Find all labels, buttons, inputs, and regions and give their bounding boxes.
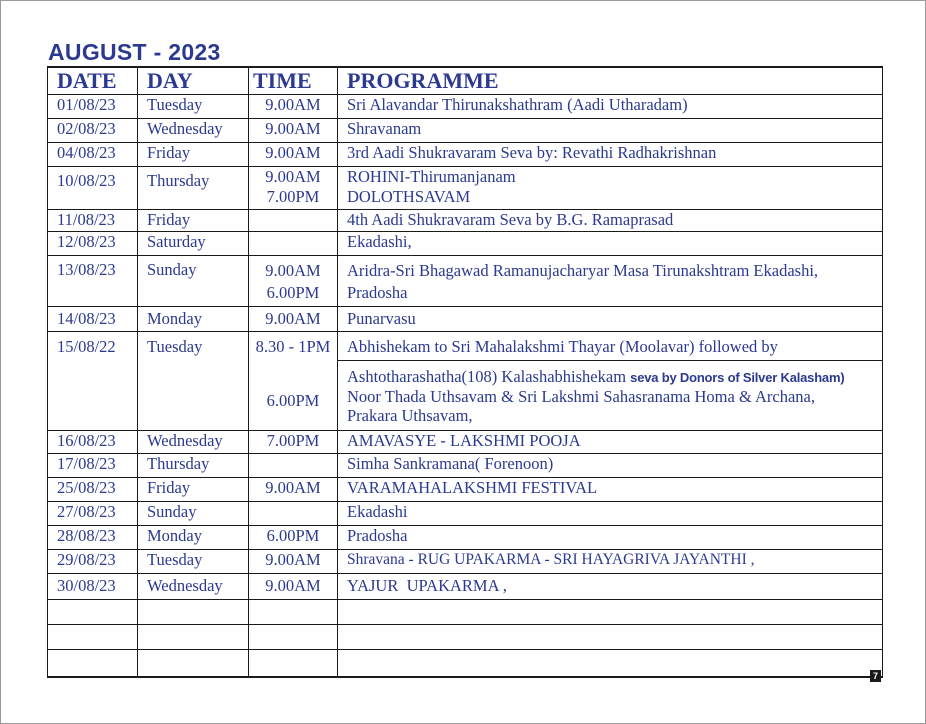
day-cell: Monday <box>138 307 249 332</box>
time-cell: 9.00AM <box>249 143 338 167</box>
date-cell: 25/08/23 <box>48 478 138 502</box>
date-cell: 29/08/23 <box>48 550 138 574</box>
date-cell: 11/08/23 <box>48 210 138 232</box>
schedule-table <box>47 66 883 678</box>
day-cell: Saturday <box>138 232 249 256</box>
programme-line: ROHINI-Thirumanjanam <box>347 167 516 186</box>
page-number: 7 <box>870 670 881 682</box>
table-row <box>48 307 883 332</box>
table-row <box>48 232 883 256</box>
programme-line: Aridra-Sri Bhagawad Ramanujacharyar Masa Tirunakshtram Ekadashi, <box>347 261 819 280</box>
table-row <box>48 600 883 625</box>
table-row <box>48 361 883 431</box>
table-row <box>48 119 883 143</box>
day-cell: Monday <box>138 526 249 550</box>
empty-cell <box>249 600 338 625</box>
programme-bold-text: seva by Donors of Silver Kalasham) <box>630 370 845 385</box>
table-row <box>48 332 883 361</box>
programme-cell: 4th Aadi Shukravaram Seva by B.G. Ramaprasad <box>338 210 883 232</box>
empty-cell <box>48 600 138 625</box>
programme-line: Noor Thada Uthsavam & Sri Lakshmi Sahasranama Homa & Archana, <box>347 387 815 406</box>
day-cell: Wednesday <box>138 574 249 600</box>
date-cell: 04/08/23 <box>48 143 138 167</box>
time-line: 9.00AM <box>265 261 321 280</box>
time-cell: 9.00AM <box>249 119 338 143</box>
date-cell: 15/08/22 <box>48 332 138 361</box>
empty-cell <box>138 625 249 650</box>
table-row <box>48 526 883 550</box>
time-cell: 6.00PM <box>249 526 338 550</box>
date-cell: 17/08/23 <box>48 454 138 478</box>
programme-cell: VARAMAHALAKSHMI FESTIVAL <box>338 478 883 502</box>
table-row <box>48 625 883 650</box>
date-cell: 01/08/23 <box>48 95 138 119</box>
programme-line: DOLOTHSAVAM <box>347 187 471 206</box>
programme-cell: Shravana - RUG UPAKARMA - SRI HAYAGRIVA JAYANTHI , <box>338 550 883 574</box>
date-cell: 02/08/23 <box>48 119 138 143</box>
day-cell: Friday <box>138 210 249 232</box>
time-cell <box>249 210 338 232</box>
day-cell: Thursday <box>138 454 249 478</box>
empty-cell <box>249 625 338 650</box>
programme-cell: Abhishekam to Sri Mahalakshmi Thayar (Moolavar) followed by <box>338 332 883 361</box>
date-cell: 30/08/23 <box>48 574 138 600</box>
day-cell: Wednesday <box>138 431 249 454</box>
programme-cell: Pradosha <box>338 526 883 550</box>
day-cell: Tuesday <box>138 95 249 119</box>
month-heading: AUGUST - 2023 <box>48 39 221 65</box>
programme-cell: Punarvasu <box>338 307 883 332</box>
table-row <box>48 550 883 574</box>
time-cell: 9.00AM <box>249 478 338 502</box>
time-cell: 7.00PM <box>249 431 338 454</box>
time-cell: 9.00AM <box>249 307 338 332</box>
time-cell <box>249 167 338 210</box>
programme-cell: Shravanam <box>338 119 883 143</box>
header-row <box>48 67 883 95</box>
time-cell <box>249 502 338 526</box>
column-header-day: DAY <box>138 67 249 95</box>
table-row <box>48 454 883 478</box>
programme-line: Ashtotharashatha(108) Kalashabhishekam <box>347 367 627 386</box>
date-cell: 13/08/23 <box>48 256 138 307</box>
empty-cell <box>249 650 338 677</box>
empty-cell <box>48 650 138 677</box>
day-cell: Tuesday <box>138 550 249 574</box>
programme-line: Pradosha <box>347 283 408 302</box>
date-cell: 12/08/23 <box>48 232 138 256</box>
day-cell: Thursday <box>138 167 249 210</box>
programme-cell <box>338 361 883 431</box>
programme-cell: AMAVASYE - LAKSHMI POOJA <box>338 431 883 454</box>
programme-cell <box>338 256 883 307</box>
day-cell: Friday <box>138 478 249 502</box>
time-cell: 9.00AM <box>249 574 338 600</box>
day-cell: Friday <box>138 143 249 167</box>
empty-cell <box>338 625 883 650</box>
column-header-date: DATE <box>48 67 138 95</box>
time-line: 6.00PM <box>266 283 320 302</box>
date-cell: 16/08/23 <box>48 431 138 454</box>
date-cell: 10/08/23 <box>48 167 138 210</box>
programme-cell: 3rd Aadi Shukravaram Seva by: Revathi Radhakrishnan <box>338 143 883 167</box>
table-row <box>48 256 883 307</box>
time-cell: 6.00PM <box>249 361 338 431</box>
date-cell <box>48 361 138 431</box>
date-cell: 27/08/23 <box>48 502 138 526</box>
empty-cell <box>338 650 883 677</box>
time-cell <box>249 232 338 256</box>
table-row <box>48 478 883 502</box>
programme-cell: YAJUR UPAKARMA , <box>338 574 883 600</box>
table-row <box>48 167 883 210</box>
column-header-programme: PROGRAMME <box>338 67 883 95</box>
date-cell: 14/08/23 <box>48 307 138 332</box>
table-row <box>48 574 883 600</box>
programme-cell <box>338 167 883 210</box>
table-row <box>48 502 883 526</box>
table-row <box>48 143 883 167</box>
day-cell: Sunday <box>138 502 249 526</box>
programme-cell: Ekadashi <box>338 502 883 526</box>
empty-cell <box>338 600 883 625</box>
column-header-time: TIME <box>249 67 338 95</box>
date-cell: 28/08/23 <box>48 526 138 550</box>
time-cell <box>249 256 338 307</box>
table-row <box>48 431 883 454</box>
day-cell: Tuesday <box>138 332 249 361</box>
programme-cell: Simha Sankramana( Forenoon) <box>338 454 883 478</box>
day-cell: Sunday <box>138 256 249 307</box>
table-row <box>48 95 883 119</box>
empty-cell <box>138 650 249 677</box>
time-line: 9.00AM <box>265 167 321 186</box>
table-row <box>48 650 883 677</box>
programme-cell: Sri Alavandar Thirunakshathram (Aadi Utharadam) <box>338 95 883 119</box>
time-cell: 9.00AM <box>249 95 338 119</box>
time-cell: 8.30 - 1PM <box>249 332 338 361</box>
time-cell: 9.00AM <box>249 550 338 574</box>
empty-cell <box>48 625 138 650</box>
time-cell <box>249 454 338 478</box>
table-row <box>48 210 883 232</box>
time-line: 7.00PM <box>266 187 320 206</box>
day-cell <box>138 361 249 431</box>
programme-cell: Ekadashi, <box>338 232 883 256</box>
empty-cell <box>138 600 249 625</box>
programme-line: Prakara Uthsavam, <box>347 406 473 425</box>
day-cell: Wednesday <box>138 119 249 143</box>
